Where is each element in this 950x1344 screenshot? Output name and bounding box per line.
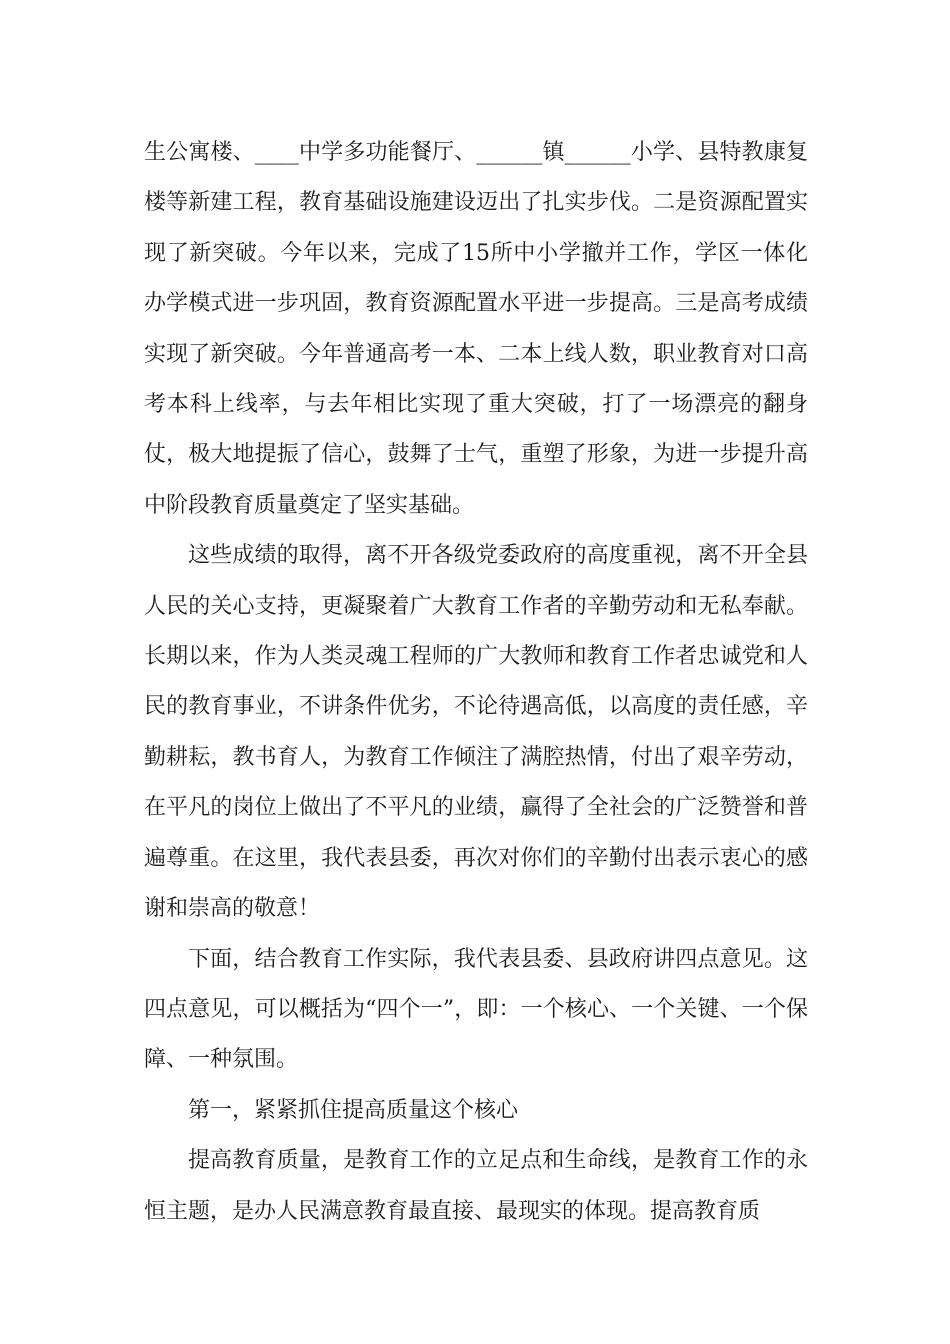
paragraph-four-opinions: 下面，结合教育工作实际，我代表县委、县政府讲四点意见。这四点意见，可以概括为“四个一”，即：一个核心、一个关键、一个保障、一种氛围。 bbox=[144, 946, 808, 1073]
paragraph-quality: 提高教育质量，是教育工作的立足点和生命线，是教育工作的永恒主题，是办人民满意教育最直接、最现实的体现。提高教育质 bbox=[144, 1148, 808, 1224]
document-body bbox=[144, 128, 808, 1237]
section-heading-first: 第一，紧紧抓住提高质量这个核心 bbox=[188, 1097, 519, 1123]
paragraph-continued: 生公寓楼、____中学多功能餐厅、______镇______小学、县特教康复楼等新建工程，教育基础设施建设迈出了扎实步伐。二是资源配置实现了新突破。今年以来，完成了15所中小学撤并工作，学区一体化办学模式进一步巩固，教育资源配置水平进一步提高。三是高考成绩实现了新突破。今年普通高考一本、二本上线人数，职业教育对口高考本科上线率，与去年相比实现了重大突破，打了一场漂亮的翻身仗，极大地提振了信心，鼓舞了士气，重塑了形象，为进一步提升高中阶段教育质量奠定了坚实基础。 bbox=[144, 140, 808, 518]
paragraph-achievements: 这些成绩的取得，离不开各级党委政府的高度重视，离不开全县人民的关心支持，更凝聚着广大教育工作者的辛勤劳动和无私奉献。长期以来，作为人类灵魂工程师的广大教师和教育工作者忠诚党和人民的教育事业，不讲条件优劣，不论待遇高低，以高度的责任感，辛勤耕耘，教书育人，为教育工作倾注了满腔热情，付出了艰辛劳动，在平凡的岗位上做出了不平凡的业绩，赢得了全社会的广泛赞誉和普遍尊重。在这里，我代表县委，再次对你们的辛勤付出表示衷心的感谢和崇高的敬意！ bbox=[144, 543, 808, 922]
